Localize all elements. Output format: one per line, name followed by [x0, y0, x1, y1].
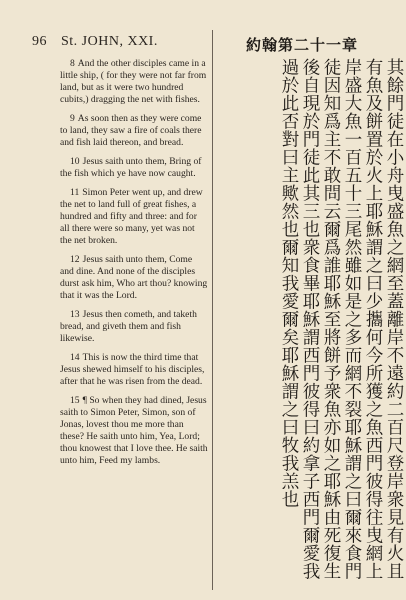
verse-text: ¶ So when they had dined, Jesus saith to Simon Peter, Simon, son of Jonas, lovest thou me more than these? He saith unto him, Yea, Lord; thou knowest that I love thee. He saith unto him, Feed my lambs. [60, 395, 208, 466]
verse [60, 58, 208, 106]
verse-number: 13 [70, 309, 80, 320]
verse [60, 113, 208, 149]
verse-number: 8 [70, 58, 75, 69]
verse-text: And the other disciples came in a little ship, ( for they were not far from land, but as it were two hundred cubits,) dragging the net with fishes. [60, 58, 207, 105]
verse [60, 395, 208, 467]
verse [60, 309, 208, 345]
chinese-text: 其餘門徒在小舟曳盛魚之網至蓋離岸不遠約二百尺登岸衆見有火且有魚及餅置於火上耶穌謂之曰少攜何今所獲之魚西門彼得往曳網上岸盛大魚一百五十三尾然雖如是之多而網不裂耶穌謂之曰爾來食門徒因知爲主不敢問云爾爲誰耶穌至將餅予衆魚亦如之耶穌由死復生後自現於門徒此其三也衆食畢耶穌謂西門彼得曰約拿子西門爾愛我過於此否對曰主歟然也爾知我愛爾矣耶穌謂之曰牧我羔也 [279, 58, 404, 580]
verse-text: Jesus saith unto them, Come and dine. And none of the disciples durst ask him, Who art thou? knowing that it was the Lord. [60, 254, 208, 301]
page-header [32, 34, 158, 50]
verse-number: 14 [70, 352, 80, 363]
verse-text: This is now the third time that Jesus shewed himself to his disciples, after that he was risen from the dead. [60, 352, 205, 387]
verse [60, 254, 208, 302]
verse-number: 9 [70, 113, 75, 124]
verse-text: Jesus saith unto them, Bring of the fish which ye have now caught. [60, 156, 202, 179]
verse [60, 187, 208, 247]
chinese-running-title: 約翰第二十一章 [246, 36, 359, 54]
page-number: 96 [32, 34, 47, 49]
verse [60, 156, 208, 180]
verse-number: 12 [70, 254, 80, 265]
verse-number: 10 [70, 156, 80, 167]
english-column [60, 58, 208, 474]
verse-text: As soon then as they were come to land, they saw a fire of coals there and fish laid thereon, and bread. [60, 113, 202, 148]
verse-number: 11 [70, 187, 80, 198]
column-divider [212, 30, 213, 590]
chinese-column [218, 58, 404, 588]
verse-text: Jesus then cometh, and taketh bread, and giveth them and fish likewise. [60, 309, 197, 344]
running-title: St. JOHN, XXI. [61, 34, 158, 49]
verse-text: Simon Peter went up, and drew the net to land full of great fishes, a hundred and fifty and three: and for all there were so many, yet was not the net broken. [60, 187, 203, 246]
verse [60, 352, 208, 388]
verse-number: 15 [70, 395, 80, 406]
